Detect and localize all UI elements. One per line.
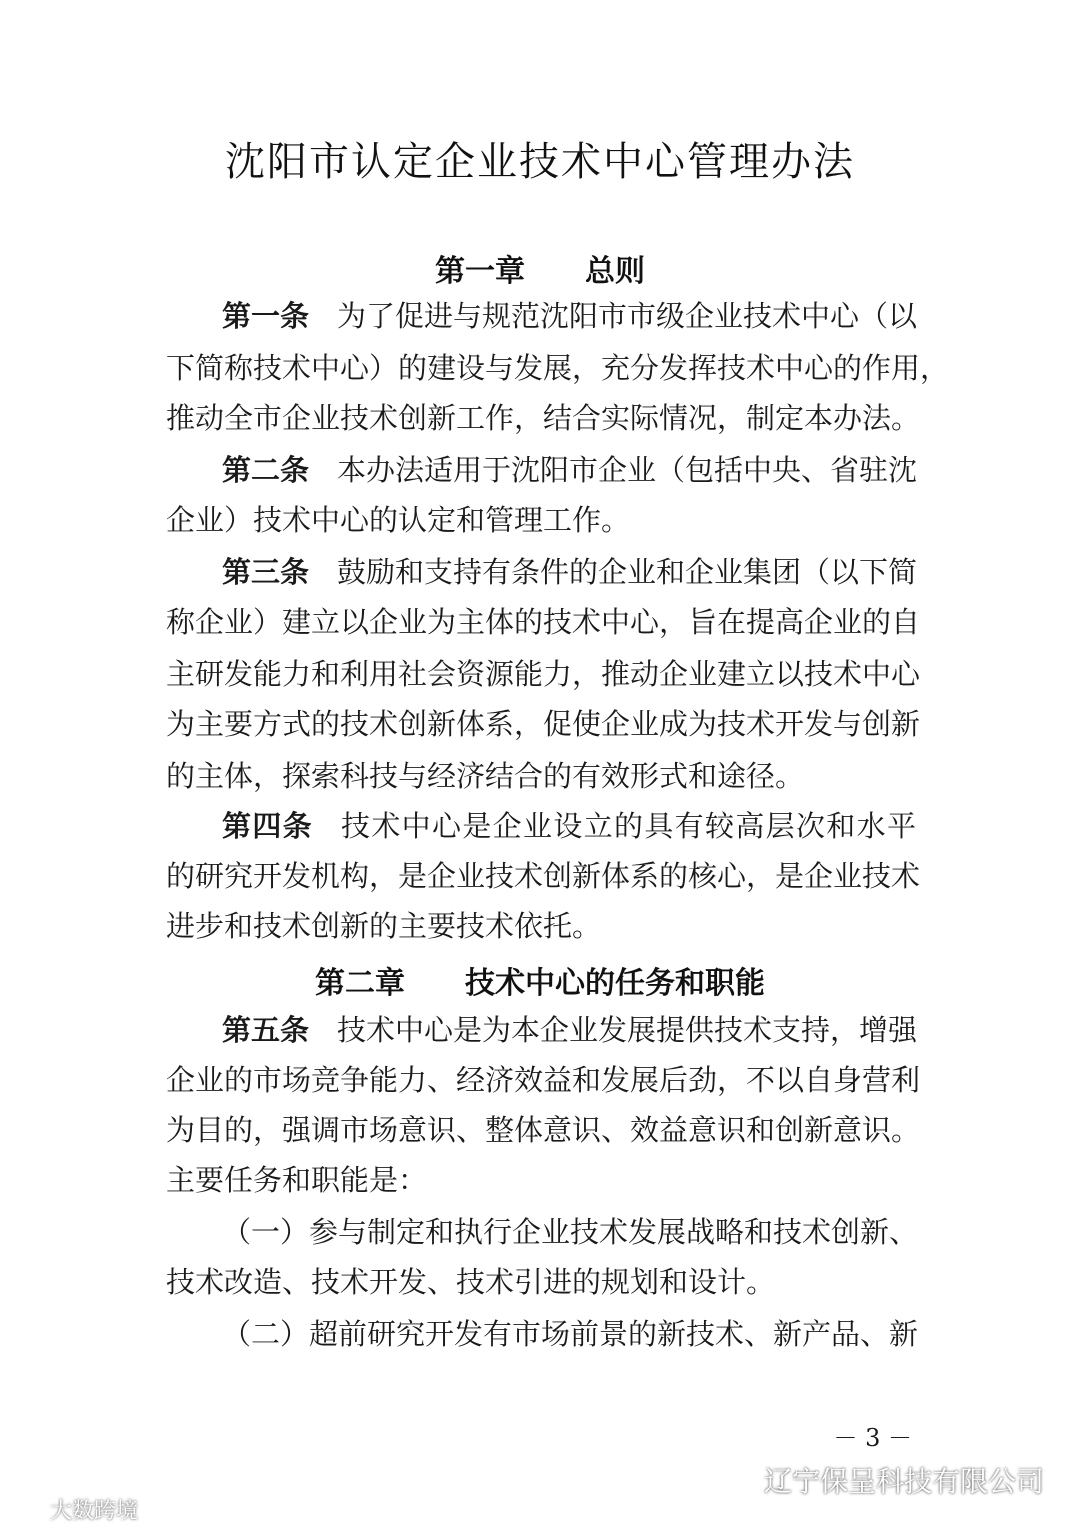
chapter-2-heading: 第二章 技术中心的任务和职能 xyxy=(315,966,765,1001)
brand-logo-icon xyxy=(6,1499,46,1521)
document-title: 沈阳市认定企业技术中心管理办法 xyxy=(225,139,855,185)
article-4-line-3: 进步和技术创新的主要技术依托。 xyxy=(166,909,602,943)
article-5-line-4: 主要任务和职能是： xyxy=(166,1163,428,1197)
article-3-label: 第三条 xyxy=(222,555,310,589)
article-5-line-1: 第五条 技术中心是为本企业发展提供技术支持，增强 xyxy=(222,1013,918,1047)
article-5-line-3: 为目的，强调市场意识、整体意识、效益意识和创新意识。 xyxy=(166,1113,921,1147)
article-4-line-1: 第四条 技术中心是企业设立的具有较高层次和水平 xyxy=(222,809,916,843)
watermark-company-text: 辽宁保呈科技有限公司 xyxy=(763,1465,1044,1498)
article-3-line-4: 为主要方式的技术创新体系，促使企业成为技术开发与创新 xyxy=(166,707,921,741)
article-1-label: 第一条 xyxy=(222,299,310,333)
article-4-label: 第四条 xyxy=(222,809,313,843)
article-3-line-3: 主研发能力和利用社会资源能力，推动企业建立以技术中心 xyxy=(166,657,921,691)
article-3-line-1: 第三条 鼓励和支持有条件的企业和企业集团（以下简 xyxy=(222,555,918,589)
article-4-line-2: 的研究开发机构，是企业技术创新体系的核心，是企业技术 xyxy=(166,859,921,893)
watermark-brand xyxy=(6,1494,138,1525)
article-1-line-3: 推动全市企业技术创新工作，结合实际情况，制定本办法。 xyxy=(166,401,921,435)
item-1-line-1: （一）参与制定和执行企业技术发展战略和技术创新、 xyxy=(222,1215,919,1249)
article-2-line-2: 企业）技术中心的认定和管理工作。 xyxy=(166,503,631,537)
item-1-line-2: 技术改造、技术开发、技术引进的规划和设计。 xyxy=(166,1265,776,1299)
article-1-line-1: 第一条 为了促进与规范沈阳市市级企业技术中心（以 xyxy=(222,299,918,333)
article-3-line-5: 的主体，探索科技与经济结合的有效形式和途径。 xyxy=(166,759,805,793)
page-number: － 3 － xyxy=(833,1424,912,1452)
article-1-line-2: 下简称技术中心）的建设与发展，充分发挥技术中心的作用， xyxy=(166,351,950,385)
article-3-line-2: 称企业）建立以企业为主体的技术中心，旨在提高企业的自 xyxy=(166,605,921,639)
article-2-label: 第二条 xyxy=(222,453,310,487)
watermark-company xyxy=(726,1460,1044,1500)
watermark-brand-text: 大数跨境 xyxy=(50,1499,139,1524)
article-2-line-1: 第二条 本办法适用于沈阳市企业（包括中央、省驻沈 xyxy=(222,453,918,487)
item-2-line-1: （二）超前研究开发有市场前景的新技术、新产品、新 xyxy=(222,1317,919,1351)
chapter-1-heading: 第一章 总则 xyxy=(435,254,645,289)
article-5-label: 第五条 xyxy=(222,1013,310,1047)
article-5-line-2: 企业的市场竞争能力、经济效益和发展后劲，不以自身营利 xyxy=(166,1063,921,1097)
wechat-icon xyxy=(726,1468,756,1492)
